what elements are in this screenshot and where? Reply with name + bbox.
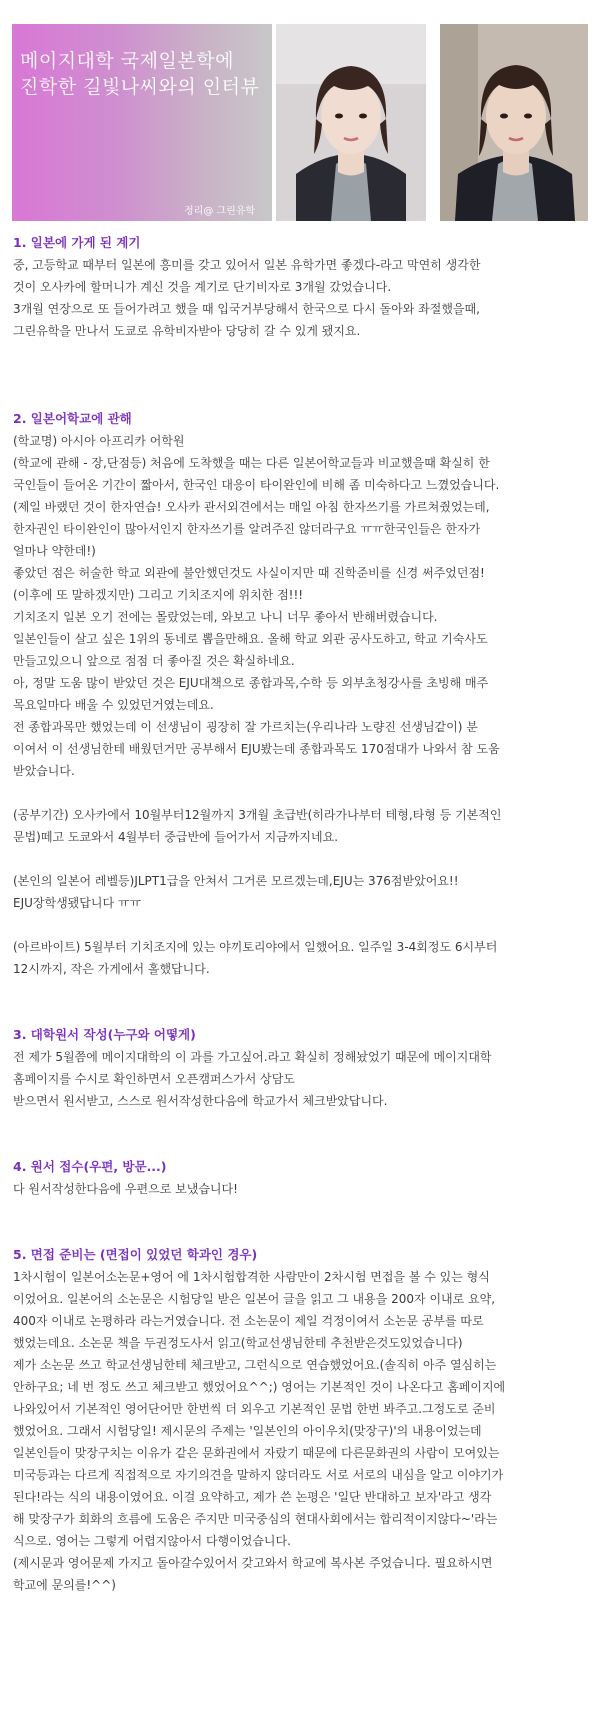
paragraph-line: 좋았던 점은 허술한 학교 외관에 불안했던것도 사실이지만 때 진학준비를 신경 써주었던점! [13, 566, 485, 580]
paragraph-line: 나와있어서 기본적인 영어단어만 한번씩 더 외우고 기본적인 문법 한번 봐주고.그정도로 준비 [13, 1402, 496, 1416]
paragraph-line: 이여서 이 선생님한테 배웠던거만 공부해서 EJU봤는데 종합과목도 170점대가 나와서 참 도움 [13, 742, 500, 756]
paragraph-line: 400자 이내로 논평하라 라는거였습니다. 전 소논문이 제일 걱정이여서 소논문 공부를 따로 [13, 1314, 484, 1328]
section-heading: 1. 일본에 가게 된 계기 [13, 235, 141, 250]
paragraph-line: (제시문과 영어문제 가지고 돌아갈수있어서 갖고와서 학교에 복사본 주었습니다. 필요하시면 [13, 1556, 493, 1570]
paragraph-line: 기치조지 일본 오기 전에는 몰랐었는데, 와보고 나니 너무 좋아서 반해버렸습니다. [13, 610, 438, 624]
paragraph-line: 국인들이 들어온 기간이 짧아서, 한국인 대응이 타이완인에 비해 좀 미숙하다고 느꼈었습니다. [13, 478, 500, 492]
paragraph-line: EJU장학생됐답니다 ㅠㅠ [13, 896, 142, 910]
paragraph-line: (이후에 또 말하겠지만) 그리고 기치조지에 위치한 점!!! [13, 588, 304, 602]
paragraph-line: 1차시험이 일본어소논문+영어 에 1차시험합격한 사람만이 2차시험 면접을 볼 수 있는 형식 [13, 1270, 490, 1284]
paragraph-line: 아, 정말 도움 많이 받았던 것은 EJU대책으로 종합과목,수학 등 외부초청강사를 초빙해 매주 [13, 676, 489, 690]
banner-credit: 정리@ 그린유학 [184, 206, 256, 217]
interviewee-photo-right [440, 24, 588, 221]
paragraph-line: 그린유학을 만나서 도쿄로 유학비자받아 당당히 갈 수 있게 됐지요. [13, 324, 361, 338]
interviewee-photo-left [276, 24, 426, 221]
paragraph-line: 전 제가 5월쯤에 메이지대학의 이 과를 가고싶어.라고 확실히 정해놨었기 때문에 메이지대학 [13, 1050, 492, 1064]
paragraph-line: 다 원서작성한다음에 우편으로 보냈습니다! [13, 1182, 238, 1196]
paragraph-line: 일본인들이 맞장구치는 이유가 같은 문화권에서 자랐기 때문에 다른문화권의 사람이 모여있는 [13, 1446, 500, 1460]
paragraph-line: 했었어요. 그래서 시험당일! 제시문의 주제는 '일본인의 아이우치(맞장구)'의 내용이었는데 [13, 1424, 482, 1438]
paragraph-line: 문법)떼고 도쿄와서 4월부터 중급반에 들어가서 지금까지네요. [13, 830, 339, 844]
paragraph-line: 안하구요; 네 번 정도 쓰고 체크받고 했었어요^^;) 영어는 기본적인 것이 나온다고 홈페이지에 [13, 1380, 506, 1394]
paragraph-line: 해 맞장구가 회화의 흐름에 도움은 주지만 미국중심의 현대사회에서는 합리적이지않다~'라는 [13, 1512, 498, 1526]
section-heading: 4. 원서 접수(우편, 방문...) [13, 1159, 167, 1174]
paragraph-line: 12시까지, 작은 가게에서 홀했답니다. [13, 962, 210, 976]
paragraph-line: 했었는데요. 소논문 책을 두권정도사서 읽고(학교선생님한테 추천받은것도있었습니다) [13, 1336, 463, 1350]
paragraph-line: 한자권인 타이완인이 많아서인지 한자쓰기를 알려주진 않더라구요 ㅠㅠ한국인들은 한자가 [13, 522, 481, 536]
paragraph-line: 얼마나 약한데!) [13, 544, 96, 558]
section-heading: 5. 면접 준비는 (면접이 있었던 학과인 경우) [13, 1247, 258, 1262]
banner-title: 메이지대학 국제일본학에 진학한 길빛나씨와의 인터뷰 [20, 50, 260, 98]
paragraph-line: 목요일마다 배울 수 있었던거였는데요. [13, 698, 214, 712]
paragraph-line: 3개월 연장으로 또 들어가려고 했을 때 입국거부당해서 한국으로 다시 돌아와 좌절했을때, [13, 302, 480, 316]
paragraph-line: 받으면서 원서받고, 스스로 원서작성한다음에 학교가서 체크받았답니다. [13, 1094, 388, 1108]
portrait-illustration [276, 24, 426, 221]
portrait-illustration [440, 24, 588, 221]
paragraph-line: 홈페이지를 수시로 확인하면서 오픈캠퍼스가서 상담도 [13, 1072, 295, 1086]
paragraph-line: 받았습니다. [13, 764, 75, 778]
paragraph-line: (본인의 일본어 레벨등)JLPT1급을 안쳐서 그거론 모르겠는데,EJU는 376점받았어요!! [13, 874, 459, 888]
paragraph-line: 식으로. 영어는 그렇게 어렵지않아서 다행이었습니다. [13, 1534, 291, 1548]
paragraph-line: 것이 오사카에 할머니가 계신 것을 계기로 단기비자로 3개월 갔었습니다. [13, 280, 392, 294]
paragraph-line: 미국등과는 다르게 직접적으로 자기의견을 말하지 않더라도 서로 서로의 내심을 알고 이야기가 [13, 1468, 504, 1482]
article-body [13, 232, 591, 1596]
paragraph-line: 만들고있으니 앞으로 점점 더 좋아질 것은 확실하네요. [13, 654, 295, 668]
paragraph-line: (학교명) 아시아 아프리카 어학원 [13, 434, 185, 448]
paragraph-line: (아르바이트) 5월부터 기치조지에 있는 야끼토리야에서 일했어요. 일주일 3-4회정도 6시부터 [13, 940, 498, 954]
paragraph-line: (제일 바랬던 것이 한자연습! 오사카 관서외견에서는 매일 아침 한자쓰기를 가르쳐줬었는데, [13, 500, 490, 514]
paragraph-line: (학교에 관해 - 장,단점등) 처음에 도착했을 때는 다른 일본어학교들과 비교했을때 확실히 한 [13, 456, 490, 470]
paragraph-line: 된다!라는 식의 내용이였어요. 이걸 요약하고, 제가 쓴 논평은 '일단 반대하고 보자'라고 생각 [13, 1490, 492, 1504]
header-banner [12, 24, 588, 221]
section-heading: 2. 일본어학교에 관해 [13, 411, 132, 426]
paragraph-line: (공부기간) 오사카에서 10월부터12월까지 3개월 초급반(히라가나부터 테형,타형 등 기본적인 [13, 808, 502, 822]
photo-divider [426, 24, 440, 221]
paragraph-line: 일본인들이 살고 싶은 1위의 동네로 뽑을만해요. 올해 학교 외관 공사도하고, 학교 기숙사도 [13, 632, 488, 646]
paragraph-line: 제가 소논문 쓰고 학교선생님한테 체크받고, 그런식으로 연습했었어요.(솔직히 아주 열심히는 [13, 1358, 497, 1372]
section-heading: 3. 대학원서 작성(누구와 어떻게) [13, 1027, 196, 1042]
paragraph-line: 전 종합과목만 했었는데 이 선생님이 굉장히 잘 가르치는(우리나라 노량진 선생님같이) 분 [13, 720, 478, 734]
paragraph-line: 중, 고등학교 때부터 일본에 흥미를 갖고 있어서 일본 유학가면 좋겠다-라고 막연히 생각한 [13, 258, 481, 272]
title-panel [12, 24, 272, 221]
paragraph-line: 학교에 문의를!^^) [13, 1578, 116, 1592]
paragraph-line: 이었어요. 일본어의 소논문은 시험당일 받은 일본어 글을 읽고 그 내용을 200자 이내로 요약, [13, 1292, 496, 1306]
